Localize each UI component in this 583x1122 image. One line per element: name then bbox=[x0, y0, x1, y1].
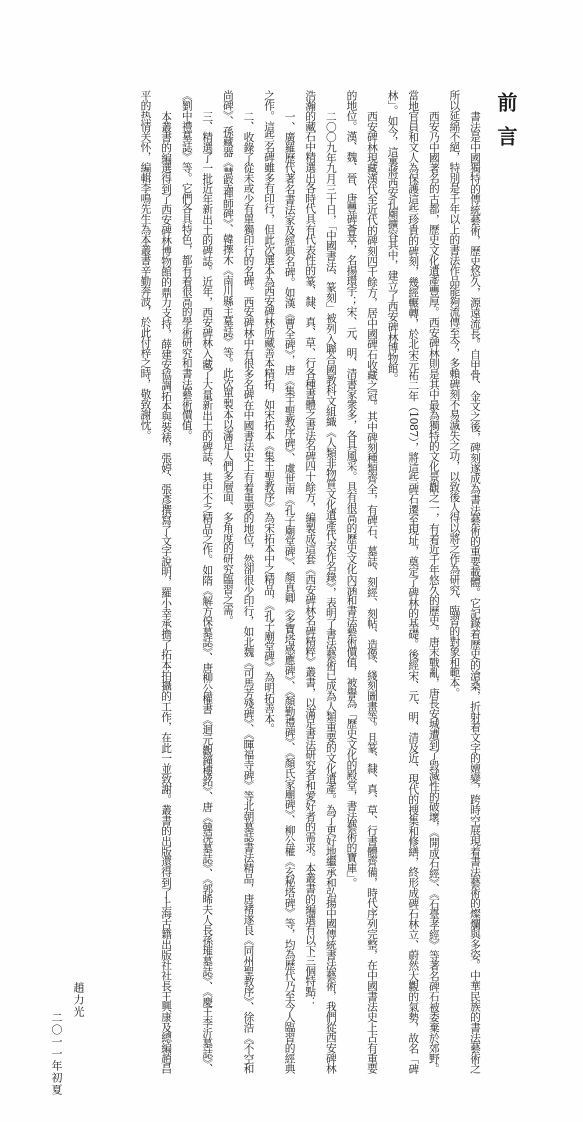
paragraph: 本叢書的編選得到了西安碑林博物館的鼎力支持，薛建安協調拓本與裝裱，張婷、張彥撰寫了文字說明，羅小幸承擔了拓本拍攝的工作，在此一並致謝。叢書的出版還得到了上海古籍出版社社長王興康及總編趙昌平的热情关怀，編輯李鳴先生為本叢書辛勤奔波，於此付梓之時，敬致謝忱。 bbox=[139, 90, 174, 1074]
paragraph: 一、廣羅歷代著名書法家及經典名碑。如漢《曹全碑》，唐《集王聖教序碑》、虞世南《孔子廟堂碑》、顏真卿《多寶塔感應碑》、《顏勤禮碑》、《顏氏家廟碑》、柳公權《玄秘塔碑》等，均為歷代乃至今人臨習的經典之作。這些名碑雖多有印行，但此次選本為西安碑林所藏善本精拓，如宋拓本《集王聖教序》為宋拓本中之精品，《孔子廟堂碑》為明拓善本。 bbox=[263, 90, 297, 1074]
page-title: 前言 bbox=[494, 92, 518, 160]
paragraph: 西安乃中國著名的古都，歷史文化遺產豐厚。西安碑林則是其中最為獨特的文化景觀之一，有着近千年悠久的歷史。唐末戰亂，唐長安城遭到了毀滅性的破壞，《開成石經》、《石臺孝經》等著名碑石被委棄於郊野。當地官員和文人為保護這些珍貴的碑刻，幾經輾轉，於北宋元祐二年（1087），將這些碑石遷至現址，奠定了碑林的基礎。後經宋、元、明、清及近、現代的搜集和修繕，終形成碑石林立、蔚然大觀的氣勢，故名「碑林」。如今，這裏將西安孔廟擴容其中，建立了西安碑林博物館。 bbox=[386, 90, 441, 1074]
paragraph: 二、收錄了從未或少有單獨印行的名碑。西安碑林中有很多名碑在中國書法史上有着重要的地位，然卻很少印行，如北魏《司馬芳殘碑》、《暉福寺碑》等北朝墓誌書法精品，唐褚遂良《同州聖教序》、徐浩《不空和尚碑》、孫藏器《慧堅禪師碑》、韓擇木《南川縣主墓誌》等。此次單製本以滿足人們多層面、多角度的研究臨習之需。 bbox=[221, 90, 256, 1074]
paragraph: 西安碑林現藏漢代至近代的碑刻四千餘方，居中國碑石收藏之冠。其中碑刻種類齊全，有碑石、墓誌、刻經、刻帖、造像、綫刻圖畫等。且篆、隸、真、草、行書體齊備，時代序列完整，在中國書法史上占有重要的地位。漢、魏、晉、唐豐碑薈萃，名揚環宇；宋、元、明、清書家衆多，各具風采。具有很高的歷史文化內涵和書法藝術價值，被譽為「歷史文化的殿堂，書法藝術的寶庫」。 bbox=[345, 90, 380, 1074]
signature-date: 二〇一一年初夏 bbox=[50, 1012, 63, 1096]
paragraph: 三、精選了一批近年新出土的碑誌。近年，西安碑林入藏了大量新出土的碑誌，其中不乏精品之作。如隋《解方保墓誌》、唐柳公權書《迴元觀鐘樓銘》、唐《韓滉墓誌》、《郭晞夫人長孫璀墓誌》、《慶王李沂墓誌》、《劉中禮墓誌》等。它們各具特色，都有着很高的學術研究和書法藝術價值。 bbox=[180, 90, 215, 1074]
author-signature: 趙力光 bbox=[72, 982, 85, 1018]
preface-body bbox=[45, 90, 485, 1074]
paragraph: 書法是中國獨特的傳統藝術，歷史悠久，源遠流長。自甲骨、金文之後，碑刻遂成為書法藝術的重要載體。它記錄着歷史的滄桑，折射着文字的嬗變，跨時空展現着書法藝術的燦爛與多姿。中華民族的書法藝術之所以延綿不絕，特別是千年以上的書法作品能夠流傳至今，多賴碑刻不易滅失之功，以致後人得以將之作為研究、臨習的對象和範本。 bbox=[448, 90, 482, 1074]
paragraph: 二〇〇九年九月三十日，「中國書法、篆刻」被列入聯合國教科文組織《人類非物質文化遺產代表作名錄》，表明了書法藝術已成為人類重要的文化遺產。為了更好地繼承和弘揚中國傳統書法藝術，我們從西安碑林浩瀚的藏石中精選出各時代具有代表性的篆、隸、真、草、行各種書體之書法名碑四十餘方，編製成這套《西安碑林名碑精粹》叢書，以滿足書法研究者和愛好者的需求。本叢書的編選有以下三個特點： bbox=[304, 90, 338, 1074]
